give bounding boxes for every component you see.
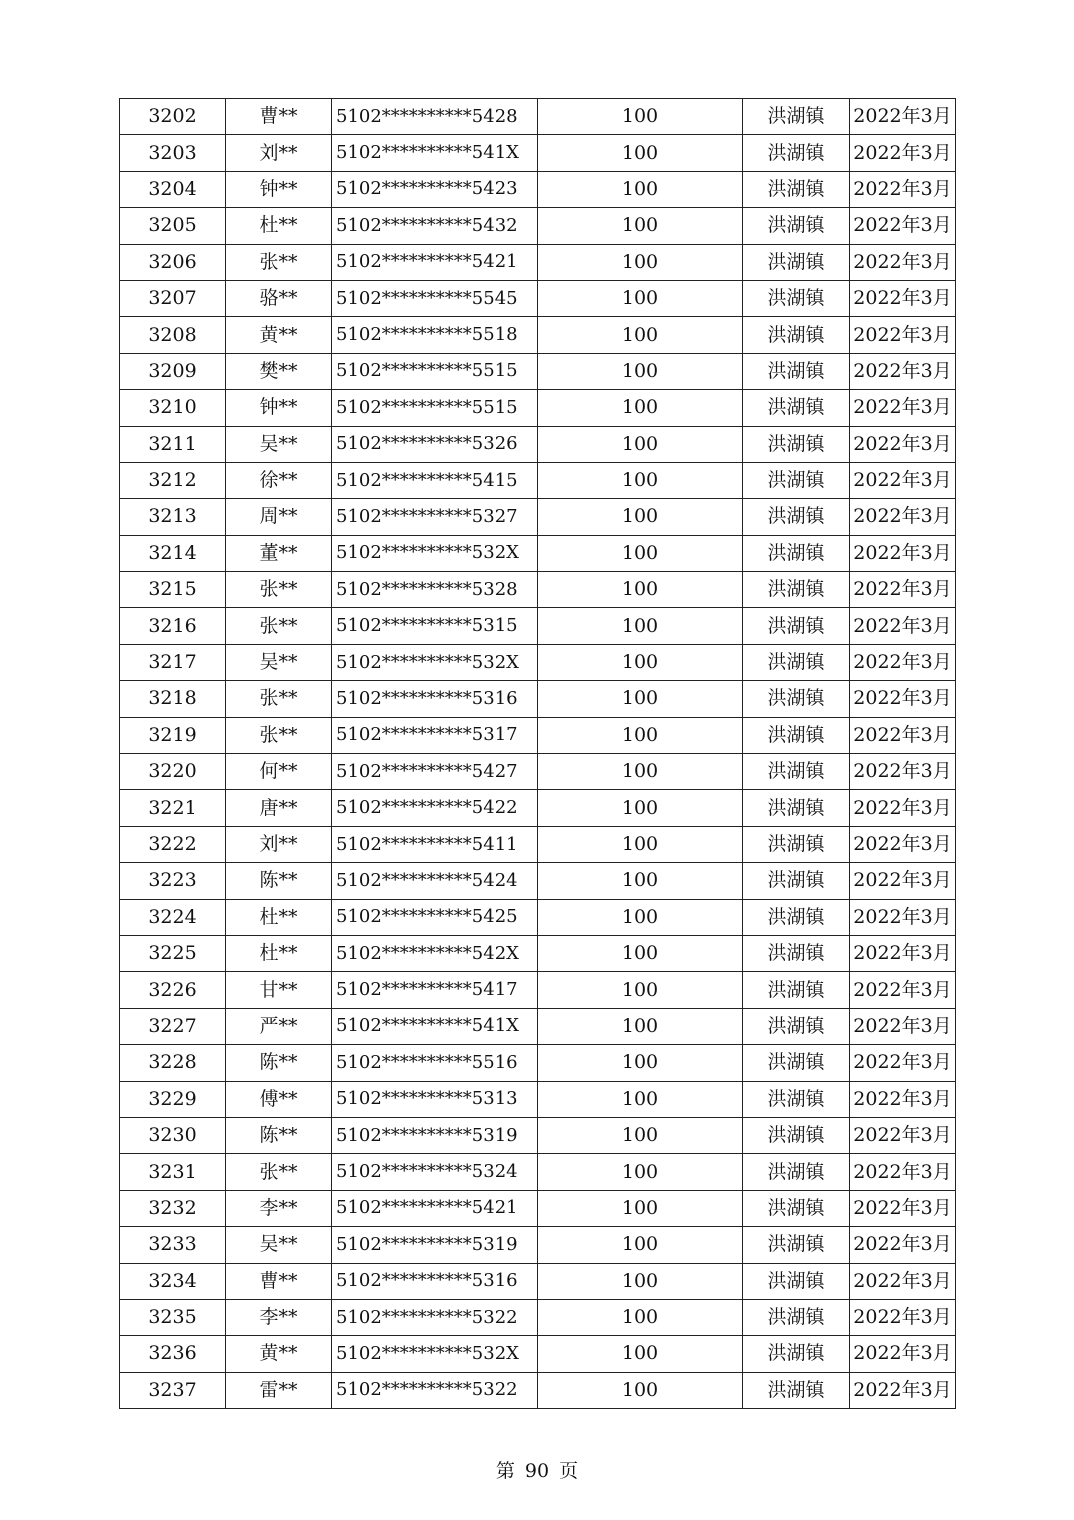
name-cell: 杜**: [226, 899, 332, 935]
id-number-cell: 5102**********5324: [332, 1154, 538, 1190]
table-row: [120, 99, 956, 135]
town-cell: 洪湖镇: [743, 317, 850, 353]
id-number-cell: 5102**********541X: [332, 1008, 538, 1044]
name-cell: 吴**: [226, 426, 332, 462]
date-cell: 2022年3月: [850, 135, 956, 171]
id-number-cell: 5102**********5516: [332, 1045, 538, 1081]
table-row: [120, 426, 956, 462]
name-cell: 傅**: [226, 1081, 332, 1117]
date-cell: 2022年3月: [850, 1081, 956, 1117]
id-number-cell: 5102**********5319: [332, 1227, 538, 1263]
serial-number-cell: 3202: [120, 99, 226, 135]
date-cell: 2022年3月: [850, 426, 956, 462]
table-row: [120, 863, 956, 899]
date-cell: 2022年3月: [850, 280, 956, 316]
table-body: [120, 99, 956, 1409]
id-number-cell: 5102**********5518: [332, 317, 538, 353]
serial-number-cell: 3231: [120, 1154, 226, 1190]
amount-cell: 100: [538, 1372, 743, 1408]
name-cell: 陈**: [226, 1117, 332, 1153]
town-cell: 洪湖镇: [743, 681, 850, 717]
date-cell: 2022年3月: [850, 1045, 956, 1081]
id-number-cell: 5102**********5328: [332, 572, 538, 608]
town-cell: 洪湖镇: [743, 1227, 850, 1263]
table-row: [120, 1045, 956, 1081]
amount-cell: 100: [538, 1008, 743, 1044]
name-cell: 曹**: [226, 1263, 332, 1299]
amount-cell: 100: [538, 972, 743, 1008]
table-row: [120, 390, 956, 426]
name-cell: 刘**: [226, 135, 332, 171]
amount-cell: 100: [538, 535, 743, 571]
id-number-cell: 5102**********542X: [332, 935, 538, 971]
amount-cell: 100: [538, 171, 743, 207]
amount-cell: 100: [538, 608, 743, 644]
table-row: [120, 935, 956, 971]
date-cell: 2022年3月: [850, 1372, 956, 1408]
town-cell: 洪湖镇: [743, 863, 850, 899]
date-cell: 2022年3月: [850, 826, 956, 862]
table-row: [120, 826, 956, 862]
table-row: [120, 681, 956, 717]
amount-cell: 100: [538, 135, 743, 171]
name-cell: 严**: [226, 1008, 332, 1044]
date-cell: 2022年3月: [850, 608, 956, 644]
town-cell: 洪湖镇: [743, 972, 850, 1008]
date-cell: 2022年3月: [850, 754, 956, 790]
serial-number-cell: 3234: [120, 1263, 226, 1299]
amount-cell: 100: [538, 1299, 743, 1335]
name-cell: 曹**: [226, 99, 332, 135]
amount-cell: 100: [538, 1227, 743, 1263]
id-number-cell: 5102**********5427: [332, 754, 538, 790]
id-number-cell: 5102**********5421: [332, 244, 538, 280]
name-cell: 张**: [226, 244, 332, 280]
serial-number-cell: 3217: [120, 644, 226, 680]
town-cell: 洪湖镇: [743, 608, 850, 644]
amount-cell: 100: [538, 935, 743, 971]
table-row: [120, 135, 956, 171]
date-cell: 2022年3月: [850, 863, 956, 899]
amount-cell: 100: [538, 572, 743, 608]
town-cell: 洪湖镇: [743, 1372, 850, 1408]
amount-cell: 100: [538, 826, 743, 862]
date-cell: 2022年3月: [850, 572, 956, 608]
id-number-cell: 5102**********5432: [332, 208, 538, 244]
name-cell: 吴**: [226, 1227, 332, 1263]
amount-cell: 100: [538, 1263, 743, 1299]
serial-number-cell: 3229: [120, 1081, 226, 1117]
serial-number-cell: 3232: [120, 1190, 226, 1226]
serial-number-cell: 3220: [120, 754, 226, 790]
id-number-cell: 5102**********541X: [332, 135, 538, 171]
name-cell: 张**: [226, 1154, 332, 1190]
town-cell: 洪湖镇: [743, 171, 850, 207]
table-row: [120, 754, 956, 790]
town-cell: 洪湖镇: [743, 390, 850, 426]
serial-number-cell: 3224: [120, 899, 226, 935]
town-cell: 洪湖镇: [743, 1263, 850, 1299]
id-number-cell: 5102**********5315: [332, 608, 538, 644]
name-cell: 黄**: [226, 317, 332, 353]
town-cell: 洪湖镇: [743, 1154, 850, 1190]
date-cell: 2022年3月: [850, 171, 956, 207]
table-row: [120, 717, 956, 753]
data-table: [119, 98, 956, 1409]
date-cell: 2022年3月: [850, 353, 956, 389]
date-cell: 2022年3月: [850, 1299, 956, 1335]
serial-number-cell: 3235: [120, 1299, 226, 1335]
table-row: [120, 353, 956, 389]
name-cell: 雷**: [226, 1372, 332, 1408]
amount-cell: 100: [538, 1190, 743, 1226]
town-cell: 洪湖镇: [743, 99, 850, 135]
table-row: [120, 1008, 956, 1044]
date-cell: 2022年3月: [850, 390, 956, 426]
table-row: [120, 462, 956, 498]
date-cell: 2022年3月: [850, 317, 956, 353]
date-cell: 2022年3月: [850, 208, 956, 244]
town-cell: 洪湖镇: [743, 135, 850, 171]
table-row: [120, 1299, 956, 1335]
town-cell: 洪湖镇: [743, 935, 850, 971]
date-cell: 2022年3月: [850, 535, 956, 571]
date-cell: 2022年3月: [850, 1190, 956, 1226]
town-cell: 洪湖镇: [743, 1008, 850, 1044]
amount-cell: 100: [538, 390, 743, 426]
table-row: [120, 1227, 956, 1263]
date-cell: 2022年3月: [850, 1336, 956, 1372]
name-cell: 骆**: [226, 280, 332, 316]
serial-number-cell: 3216: [120, 608, 226, 644]
amount-cell: 100: [538, 499, 743, 535]
table-row: [120, 244, 956, 280]
serial-number-cell: 3226: [120, 972, 226, 1008]
name-cell: 钟**: [226, 390, 332, 426]
id-number-cell: 5102**********5515: [332, 390, 538, 426]
serial-number-cell: 3205: [120, 208, 226, 244]
name-cell: 周**: [226, 499, 332, 535]
town-cell: 洪湖镇: [743, 1190, 850, 1226]
table-row: [120, 280, 956, 316]
name-cell: 李**: [226, 1299, 332, 1335]
serial-number-cell: 3228: [120, 1045, 226, 1081]
id-number-cell: 5102**********532X: [332, 644, 538, 680]
name-cell: 陈**: [226, 1045, 332, 1081]
town-cell: 洪湖镇: [743, 644, 850, 680]
table-row: [120, 1372, 956, 1408]
date-cell: 2022年3月: [850, 899, 956, 935]
name-cell: 黄**: [226, 1336, 332, 1372]
serial-number-cell: 3221: [120, 790, 226, 826]
id-number-cell: 5102**********5319: [332, 1117, 538, 1153]
town-cell: 洪湖镇: [743, 280, 850, 316]
serial-number-cell: 3225: [120, 935, 226, 971]
date-cell: 2022年3月: [850, 1227, 956, 1263]
serial-number-cell: 3204: [120, 171, 226, 207]
serial-number-cell: 3208: [120, 317, 226, 353]
id-number-cell: 5102**********5421: [332, 1190, 538, 1226]
date-cell: 2022年3月: [850, 972, 956, 1008]
name-cell: 张**: [226, 717, 332, 753]
date-cell: 2022年3月: [850, 244, 956, 280]
amount-cell: 100: [538, 280, 743, 316]
name-cell: 钟**: [226, 171, 332, 207]
town-cell: 洪湖镇: [743, 1045, 850, 1081]
town-cell: 洪湖镇: [743, 208, 850, 244]
table-row: [120, 1081, 956, 1117]
town-cell: 洪湖镇: [743, 1081, 850, 1117]
name-cell: 唐**: [226, 790, 332, 826]
name-cell: 李**: [226, 1190, 332, 1226]
amount-cell: 100: [538, 790, 743, 826]
name-cell: 吴**: [226, 644, 332, 680]
town-cell: 洪湖镇: [743, 426, 850, 462]
amount-cell: 100: [538, 1081, 743, 1117]
name-cell: 张**: [226, 572, 332, 608]
table-row: [120, 171, 956, 207]
town-cell: 洪湖镇: [743, 1117, 850, 1153]
id-number-cell: 5102**********532X: [332, 1336, 538, 1372]
id-number-cell: 5102**********5411: [332, 826, 538, 862]
table-row: [120, 1117, 956, 1153]
serial-number-cell: 3218: [120, 681, 226, 717]
table-row: [120, 1263, 956, 1299]
town-cell: 洪湖镇: [743, 717, 850, 753]
town-cell: 洪湖镇: [743, 1336, 850, 1372]
table-row: [120, 1154, 956, 1190]
amount-cell: 100: [538, 644, 743, 680]
table-row: [120, 499, 956, 535]
amount-cell: 100: [538, 426, 743, 462]
date-cell: 2022年3月: [850, 99, 956, 135]
date-cell: 2022年3月: [850, 1008, 956, 1044]
amount-cell: 100: [538, 1117, 743, 1153]
serial-number-cell: 3211: [120, 426, 226, 462]
town-cell: 洪湖镇: [743, 899, 850, 935]
amount-cell: 100: [538, 462, 743, 498]
date-cell: 2022年3月: [850, 935, 956, 971]
town-cell: 洪湖镇: [743, 826, 850, 862]
id-number-cell: 5102**********5422: [332, 790, 538, 826]
id-number-cell: 5102**********5425: [332, 899, 538, 935]
amount-cell: 100: [538, 1336, 743, 1372]
name-cell: 樊**: [226, 353, 332, 389]
date-cell: 2022年3月: [850, 717, 956, 753]
date-cell: 2022年3月: [850, 1154, 956, 1190]
id-number-cell: 5102**********5322: [332, 1299, 538, 1335]
serial-number-cell: 3206: [120, 244, 226, 280]
table-row: [120, 608, 956, 644]
table-row: [120, 644, 956, 680]
id-number-cell: 5102**********5322: [332, 1372, 538, 1408]
name-cell: 董**: [226, 535, 332, 571]
serial-number-cell: 3215: [120, 572, 226, 608]
amount-cell: 100: [538, 317, 743, 353]
amount-cell: 100: [538, 717, 743, 753]
date-cell: 2022年3月: [850, 1263, 956, 1299]
serial-number-cell: 3236: [120, 1336, 226, 1372]
town-cell: 洪湖镇: [743, 754, 850, 790]
table-row: [120, 317, 956, 353]
id-number-cell: 5102**********5326: [332, 426, 538, 462]
table-row: [120, 899, 956, 935]
name-cell: 张**: [226, 681, 332, 717]
amount-cell: 100: [538, 208, 743, 244]
amount-cell: 100: [538, 754, 743, 790]
town-cell: 洪湖镇: [743, 1299, 850, 1335]
serial-number-cell: 3210: [120, 390, 226, 426]
name-cell: 张**: [226, 608, 332, 644]
amount-cell: 100: [538, 353, 743, 389]
page-number: 第 90 页: [495, 1460, 579, 1482]
serial-number-cell: 3212: [120, 462, 226, 498]
serial-number-cell: 3219: [120, 717, 226, 753]
date-cell: 2022年3月: [850, 462, 956, 498]
serial-number-cell: 3230: [120, 1117, 226, 1153]
amount-cell: 100: [538, 244, 743, 280]
serial-number-cell: 3233: [120, 1227, 226, 1263]
amount-cell: 100: [538, 899, 743, 935]
name-cell: 何**: [226, 754, 332, 790]
name-cell: 杜**: [226, 208, 332, 244]
serial-number-cell: 3237: [120, 1372, 226, 1408]
id-number-cell: 5102**********5417: [332, 972, 538, 1008]
name-cell: 刘**: [226, 826, 332, 862]
town-cell: 洪湖镇: [743, 499, 850, 535]
serial-number-cell: 3227: [120, 1008, 226, 1044]
date-cell: 2022年3月: [850, 681, 956, 717]
id-number-cell: 5102**********5316: [332, 681, 538, 717]
date-cell: 2022年3月: [850, 790, 956, 826]
serial-number-cell: 3213: [120, 499, 226, 535]
id-number-cell: 5102**********5327: [332, 499, 538, 535]
id-number-cell: 5102**********5515: [332, 353, 538, 389]
table-row: [120, 535, 956, 571]
serial-number-cell: 3209: [120, 353, 226, 389]
table-row: [120, 972, 956, 1008]
date-cell: 2022年3月: [850, 499, 956, 535]
table-row: [120, 1336, 956, 1372]
name-cell: 徐**: [226, 462, 332, 498]
id-number-cell: 5102**********5423: [332, 171, 538, 207]
amount-cell: 100: [538, 863, 743, 899]
table-row: [120, 1190, 956, 1226]
date-cell: 2022年3月: [850, 644, 956, 680]
table-row: [120, 572, 956, 608]
town-cell: 洪湖镇: [743, 353, 850, 389]
id-number-cell: 5102**********5317: [332, 717, 538, 753]
amount-cell: 100: [538, 1154, 743, 1190]
amount-cell: 100: [538, 99, 743, 135]
date-cell: 2022年3月: [850, 1117, 956, 1153]
table-row: [120, 790, 956, 826]
name-cell: 甘**: [226, 972, 332, 1008]
town-cell: 洪湖镇: [743, 244, 850, 280]
serial-number-cell: 3223: [120, 863, 226, 899]
id-number-cell: 5102**********5424: [332, 863, 538, 899]
id-number-cell: 5102**********5316: [332, 1263, 538, 1299]
name-cell: 杜**: [226, 935, 332, 971]
serial-number-cell: 3203: [120, 135, 226, 171]
id-number-cell: 5102**********5415: [332, 462, 538, 498]
amount-cell: 100: [538, 1045, 743, 1081]
id-number-cell: 5102**********5428: [332, 99, 538, 135]
town-cell: 洪湖镇: [743, 535, 850, 571]
amount-cell: 100: [538, 681, 743, 717]
town-cell: 洪湖镇: [743, 572, 850, 608]
id-number-cell: 5102**********532X: [332, 535, 538, 571]
serial-number-cell: 3207: [120, 280, 226, 316]
serial-number-cell: 3214: [120, 535, 226, 571]
name-cell: 陈**: [226, 863, 332, 899]
id-number-cell: 5102**********5545: [332, 280, 538, 316]
serial-number-cell: 3222: [120, 826, 226, 862]
table-row: [120, 208, 956, 244]
town-cell: 洪湖镇: [743, 790, 850, 826]
id-number-cell: 5102**********5313: [332, 1081, 538, 1117]
town-cell: 洪湖镇: [743, 462, 850, 498]
